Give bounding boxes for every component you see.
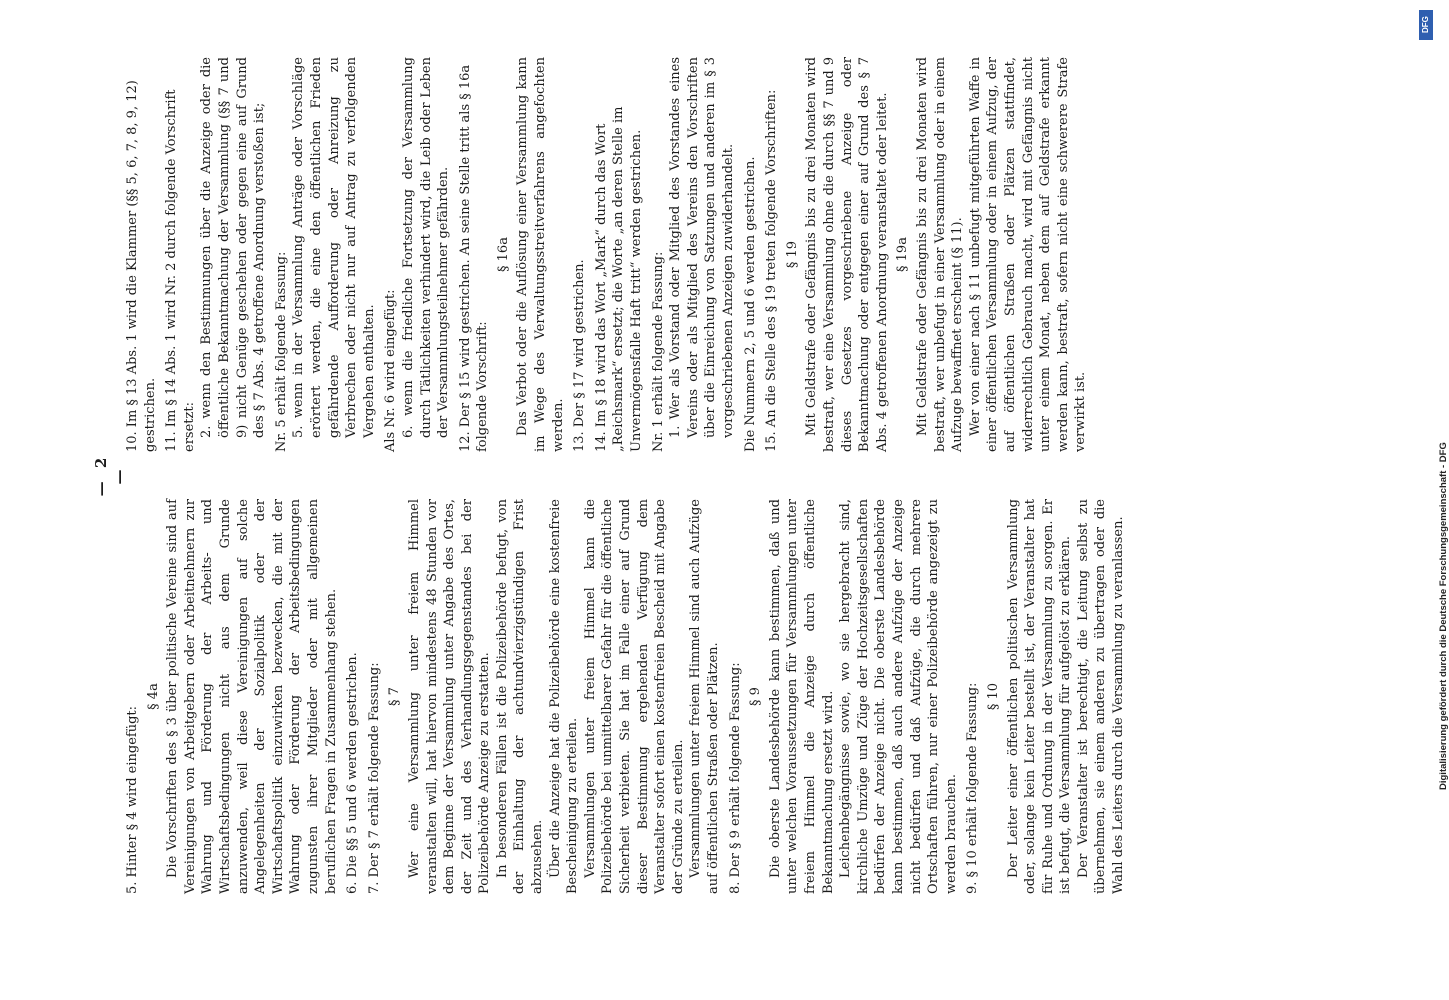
list-item: 15. An die Stelle des § 19 treten folgende Vorschriften: <box>764 89 780 452</box>
list-item: 9. § 10 erhält folgende Fassung: <box>965 682 981 894</box>
scanned-page <box>80 50 1420 900</box>
list-item: Nr. 5 erhält folgende Fassung: <box>273 251 289 452</box>
list-item: 7. Der § 7 erhält folgende Fassung: <box>366 662 382 894</box>
list-item: 5. Hinter § 4 wird eingefügt: <box>125 705 140 894</box>
sub-item: 2. wenn den Bestimmungen über die Anzeige oder die öffentliche Bekanntmachung der Versammlung (§§ 7 und 9) nicht Genüge geschehen oder gegen eine auf Grund des § 7 Abs. 4 getroffene Anordnung verstoßen ist; <box>199 57 268 438</box>
list-item: 13. Der § 17 wird gestrichen. <box>572 259 588 452</box>
paragraph: Die oberste Landesbehörde kann bestimmen, daß und unter welchen Voraussetzungen für Versammlungen unter freiem Himmel die Anzeige durch öffentliche Bekanntmachung ersetzt wird. <box>767 499 836 894</box>
sub-item: 1. Wer als Vorstand oder Mitglied des Vorstandes eines Vereins oder als Mitglied des Vereins den Vorschriften über die Einreichung von Satzungen und anderen im § 3 vorgeschriebenen Anzeigen zuwiderhandelt. <box>668 57 736 438</box>
list-item: 12. Der § 15 wird gestrichen. An seine Stelle tritt als § 16a folgende Vorschrift: <box>457 64 491 452</box>
sub-item: 5. wenn in der Versammlung Anträge oder Vorschläge erörtert werden, die eine den öffentlichen Frieden gefährdende Aufforderung oder Anreizung zu Verbrechen oder nicht nur auf Antrag zu verfolgenden Vergehen enthalten. <box>291 57 377 438</box>
page-number: — 2 — <box>92 453 128 497</box>
paragraph: Die Vorschriften des § 3 über politische Vereine sind auf Vereinigungen von Arbeitgebern oder Arbeitnehmern zur Wahrung und Förderung der Arbeits- und Wirtschaftsbedingungen nicht aus dem Grunde anzuwenden, weil diese Vereinigungen auf solche Angelegenheiten der Sozialpolitik oder der Wirtschaftspolitik einzuwirken bezwecken, die mit der Wahrung oder Förderung der Arbeitsbedingungen zugunsten ihrer Mitglieder oder mit allgemeinen beruflichen Fragen in Zusammenhang stehen. <box>165 499 339 894</box>
list-item: 8. Der § 9 erhält folgende Fassung: <box>727 662 743 894</box>
credit-text: Digitalisierung gefördert durch die Deutsche Forschungsgemeinschaft - DFG <box>1438 442 1449 790</box>
digitization-credit <box>1416 10 1449 990</box>
dfg-logo: DFG <box>1419 10 1433 40</box>
paragraph: Leichenbegängnisse sowie, wo sie hergebracht sind, kirchliche Umzüge und Züge der Hochzeitsgesellschaften bedürfen der Anzeige nicht. Die oberste Landesbehörde kann bestimmen, daß auch andere Aufzüge der Anzeige nicht bedürfen und daß Aufzüge, die durch mehrere Ortschaften führen, nur einer Polizeibehörde angezeigt zu werden brauchen. <box>838 499 959 894</box>
list-item: Als Nr. 6 wird eingefügt: <box>383 289 399 452</box>
list-item: Nr. 1 erhält folgende Fassung: <box>650 251 666 452</box>
paragraph: Der Veranstalter ist berechtigt, die Leitung selbst zu übernehmen, sie einem anderen zu übertragen oder die Wahl des Leiters durch die Versammlung zu veranlassen. <box>1075 499 1127 894</box>
left-column <box>120 499 1128 894</box>
section-heading: § 7 <box>387 687 403 706</box>
paragraph: Versammlungen unter freiem Himmel sind auch Aufzüge auf öffentlichen Straßen oder Plätzen. <box>688 499 721 894</box>
paragraph: Das Verbot oder die Auflösung einer Versammlung kann im Wege des Verwaltungsstreitverfahrens angefochten werden. <box>515 57 566 452</box>
sub-item: 6. wenn die friedliche Fortsetzung der Versammlung durch Tätlichkeiten verhindert wird, die Leib oder Leben der Versammlungsteilnehmer gefährden. <box>400 57 452 438</box>
paragraph: Über die Anzeige hat die Polizeibehörde eine kostenfreie Bescheinigung zu erteilen. <box>547 499 581 894</box>
paragraph: Der Leiter einer öffentlichen politischen Versammlung oder, solange kein Leiter bestellt ist, der Veranstalter hat für Ruhe und Ordnung in der Versammlung zu sorgen. Er ist befugt, die Versammlung für aufgelöst zu erklären. <box>1005 499 1074 894</box>
paragraph: Mit Geldstrafe oder Gefängnis bis zu drei Monaten wird bestraft, wer eine Versammlung ohne die durch §§ 7 und 9 dieses Gesetzes vorgeschriebene Anzeige oder Bekanntmachung oder entgegen einer auf Grund des § 7 Abs. 4 getroffenen Anordnung veranstaltet oder leitet. <box>804 57 890 452</box>
list-item: Die Nummern 2, 5 und 6 werden gestrichen. <box>742 156 758 452</box>
list-item: 10. Im § 13 Abs. 1 wird die Klammer (§§ 5, 6, 7, 8, 9, 12) gestrichen. <box>125 80 158 452</box>
paragraph: Wer von einer nach § 11 unbefugt mitgeführten Waffe in einer öffentlichen Versammlung oder in einem Aufzug, der auf öffentlichen Straßen oder Plätzen stattfindet, widerrechtlich Gebrauch macht, wird mit Gefängnis nicht unter einem Monat, neben dem auf Geldstrafe erkannt werden kann, bestraft, sofern nicht eine schwerere Strafe verwirkt ist. <box>967 57 1089 452</box>
section-heading: § 19a <box>895 237 911 272</box>
paragraph: Versammlungen unter freiem Himmel kann die Polizeibehörde bei unmittelbarer Gefahr für die öffentliche Sicherheit verbieten. Sie hat im Falle einer auf Grund dieser Bestimmung ergehenden Verfügung dem Veranstalter sofort einen kostenfreien Bescheid mit Angabe der Gründe zu erteilen. <box>582 499 686 894</box>
paragraph: Wer eine Versammlung unter freiem Himmel veranstalten will, hat hiervon mindestens 48 Stunden vor dem Beginne der Versammlung unter Angabe des Ortes, der Zeit und des Verhandlungsgegenstandes bei der Polizeibehörde Anzeige zu erstatten. <box>406 499 493 894</box>
section-heading: § 9 <box>748 687 764 706</box>
list-item: 14. Im § 18 wird das Wort „Mark“ durch das Wort „Reichsmark“ ersetzt; die Worte „an deren Stelle im Unvermögensfalle Haft tritt“ werden gestrichen. <box>593 106 645 452</box>
paragraph: Mit Geldstrafe oder Gefängnis bis zu drei Monaten wird bestraft, wer unbefugt in einer Versammlung oder in einem Aufzuge bewaffnet erscheint (§ 11). <box>914 57 966 452</box>
list-item: 6. Die §§ 5 und 6 werden gestrichen. <box>345 652 361 894</box>
section-heading: § 19 <box>784 240 800 269</box>
section-heading: § 10 <box>985 682 1001 711</box>
list-item: 11. Im § 14 Abs. 1 wird Nr. 2 durch folgende Vorschrift ersetzt: <box>164 89 197 452</box>
paragraph: In besonderen Fällen ist die Polizeibehörde befugt, von der Einhaltung der achtundvierzigstündigen Frist abzusehen. <box>494 499 546 894</box>
right-column <box>120 57 1090 452</box>
section-heading: § 16a <box>495 237 511 272</box>
section-heading: § 4a <box>145 683 161 710</box>
